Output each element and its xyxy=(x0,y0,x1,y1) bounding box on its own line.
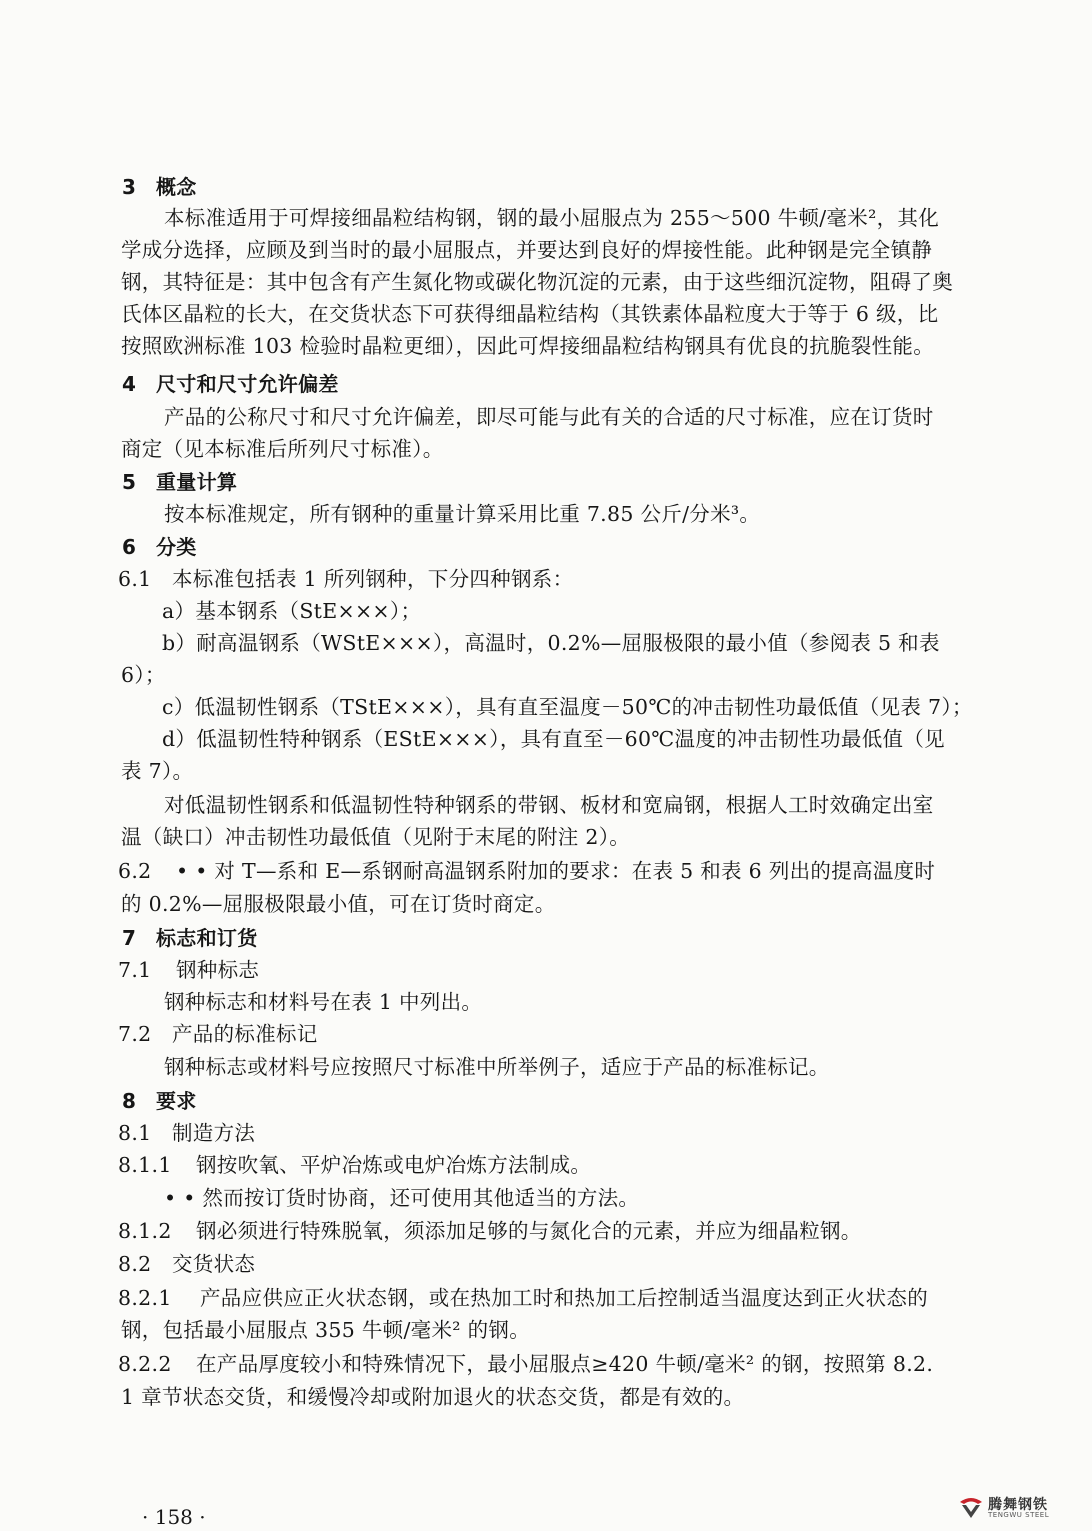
section-heading-6: 6 分类 xyxy=(122,535,197,559)
section-heading-7: 7 标志和订货 xyxy=(122,926,258,950)
paragraph-line: 按本标准规定，所有钢种的重量计算采用比重 7.85 公斤/分米³。 xyxy=(164,502,761,526)
paragraph-line: 钢，其特征是：其中包含有产生氮化物或碳化物沉淀的元素，由于这些细沉淀物，阻碍了奥 xyxy=(121,270,953,294)
paragraph-line: 钢种标志或材料号应按照尺寸标准中所举例子，适应于产品的标准标记。 xyxy=(164,1055,830,1079)
paragraph-line: 本标准适用于可焊接细晶粒结构钢，钢的最小屈服点为 255～500 牛顿/毫米²，其化 xyxy=(164,206,940,230)
list-item-b: b）耐高温钢系（WStE×××），高温时，0.2%—屈服极限的最小值（参阅表 5 和表 xyxy=(162,631,940,655)
paragraph-line: 学成分选择，应顾及到当时的最小屈服点，并要达到良好的焊接性能。此种钢是完全镇静 xyxy=(121,238,933,262)
paragraph-line: 6）； xyxy=(121,663,166,687)
section-heading-3: 3 概念 xyxy=(122,175,197,199)
section-heading-4: 4 尺寸和尺寸允许偏差 xyxy=(122,372,339,396)
paragraph-line: 商定（见本标准后所列尺寸标准）。 xyxy=(121,437,444,461)
paragraph-line: 氏体区晶粒的长大，在交货状态下可获得细晶粒结构（其铁素体晶粒度大于等于 6 级，比 xyxy=(121,302,939,326)
watermark-en: TENGWU STEEL xyxy=(988,1510,1050,1519)
paragraph-line: 1 章节状态交货，和缓慢冷却或附加退火的状态交货，都是有效的。 xyxy=(121,1385,745,1409)
section-heading-5: 5 重量计算 xyxy=(122,470,238,494)
subsection-8-1-2: 8.1.2 钢必须进行特殊脱氧，须添加足够的与氮化合的元素，并应为细晶粒钢。 xyxy=(118,1219,862,1243)
tengwu-logo-icon xyxy=(958,1496,984,1520)
paragraph-line: 按照欧洲标准 103 检验时晶粒更细），因此可焊接细晶粒结构钢具有优良的抗脆裂性能。 xyxy=(121,334,935,358)
paragraph-line: 产品的公称尺寸和尺寸允许偏差，即尽可能与此有关的合适的尺寸标准，应在订货时 xyxy=(164,405,934,429)
subsection-8-2-1: 8.2.1 产品应供应正火状态钢，或在热加工时和热加工后控制适当温度达到正火状态的 xyxy=(118,1286,928,1310)
paragraph-line: 对低温韧性钢系和低温韧性特种钢系的带钢、板材和宽扁钢，根据人工时效确定出室 xyxy=(164,793,934,817)
paragraph-line: • • 然而按订货时协商，还可使用其他适当的方法。 xyxy=(164,1186,640,1210)
watermark-text xyxy=(988,1498,1049,1519)
watermark-cn: 腾舞钢铁 xyxy=(988,1496,1048,1513)
subsection-7-2: 7.2 产品的标准标记 xyxy=(118,1022,318,1046)
subsection-8-1: 8.1 制造方法 xyxy=(118,1121,256,1145)
section-heading-8: 8 要求 xyxy=(122,1089,197,1113)
paragraph-line: 温（缺口）冲击韧性功最低值（见附于末尾的附注 2）。 xyxy=(121,825,631,849)
subsection-6-1: 6.1 本标准包括表 1 所列钢种，下分四种钢系： xyxy=(118,567,574,591)
list-item-c: c）低温韧性钢系（TStE×××），具有直至温度－50℃的冲击韧性功最低值（见表 7）； xyxy=(162,695,973,719)
subsection-8-2: 8.2 交货状态 xyxy=(118,1252,256,1276)
paragraph-line: 钢，包括最小屈服点 355 牛顿/毫米² 的钢。 xyxy=(121,1318,531,1342)
watermark-logo xyxy=(958,1494,1086,1522)
paragraph-line: 钢种标志和材料号在表 1 中列出。 xyxy=(164,990,483,1014)
subsection-7-1: 7.1 钢种标志 xyxy=(118,958,260,982)
paragraph-line: 的 0.2%—屈服极限最小值，可在订货时商定。 xyxy=(121,892,556,916)
list-item-a: a）基本钢系（StE×××）； xyxy=(162,599,422,623)
subsection-6-2: 6.2 • • 对 T—系和 E—系钢耐高温钢系附加的要求：在表 5 和表 6 列出的提高温度时 xyxy=(118,859,936,883)
subsection-8-2-2: 8.2.2 在产品厚度较小和特殊情况下，最小屈服点≥420 牛顿/毫米² 的钢，按照第 8.2. xyxy=(118,1352,934,1376)
list-item-d: d）低温韧性特种钢系（EStE×××），具有直至－60℃温度的冲击韧性功最低值（见 xyxy=(162,727,945,751)
subsection-8-1-1: 8.1.1 钢按吹氧、平炉冶炼或电炉冶炼方法制成。 xyxy=(118,1153,592,1177)
page-number: · 158 · xyxy=(142,1505,206,1529)
paragraph-line: 表 7）。 xyxy=(121,759,194,783)
